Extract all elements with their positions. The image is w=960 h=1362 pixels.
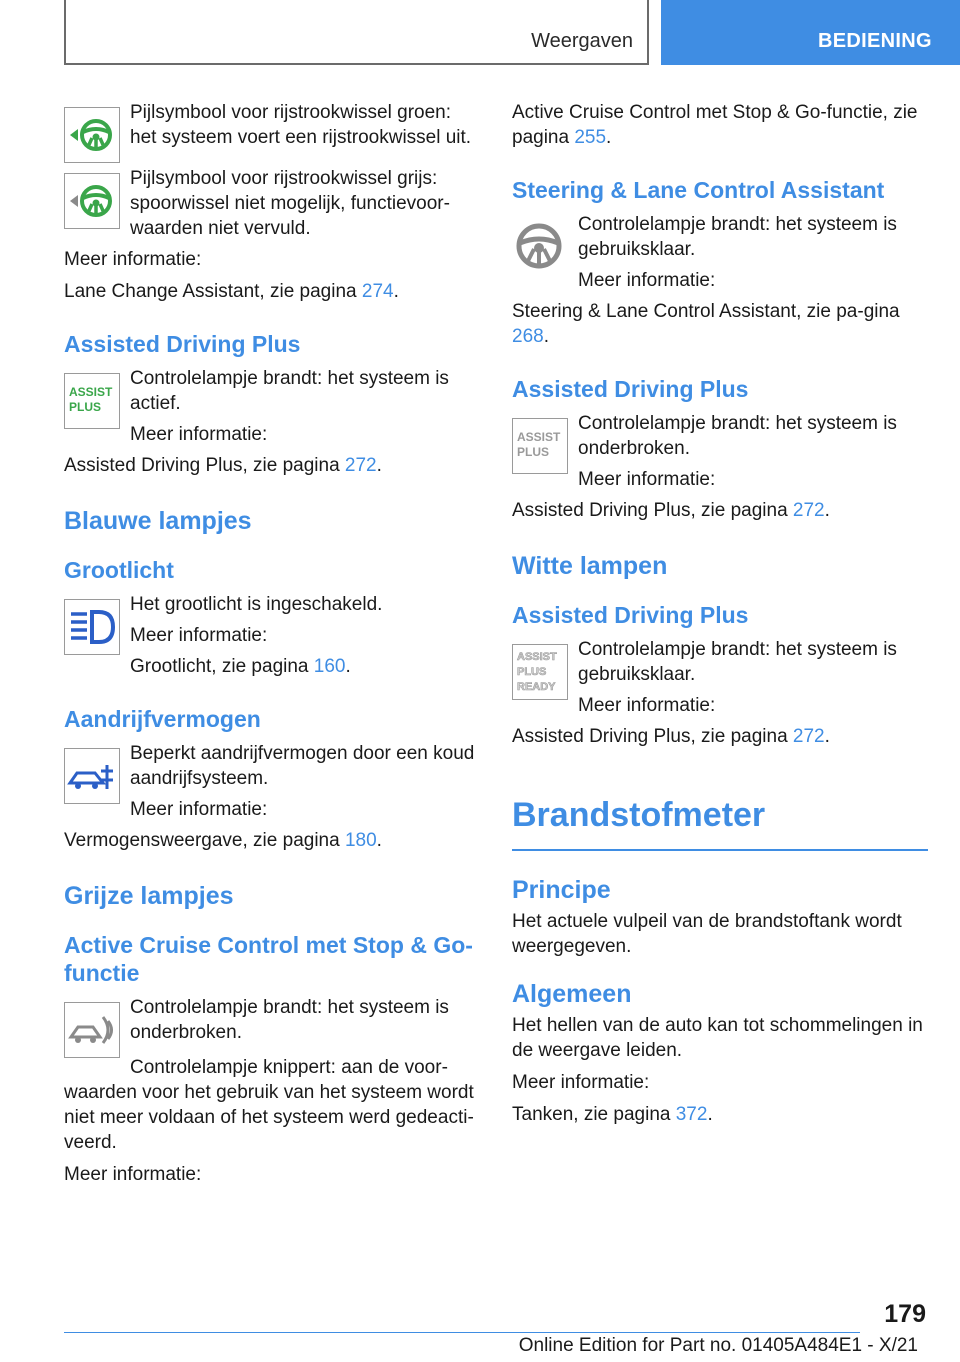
entry-active-cruise-control — [64, 995, 482, 1055]
lane-grey-text: Pijlsymbool voor rijstrookwissel grijs: spoorwissel niet mogelijk, functievoor-waarden niet vervuld. — [130, 168, 450, 239]
header-frame — [64, 0, 649, 65]
assist-plus-ready-icon — [512, 644, 568, 700]
header-tab-label: BEDIENING — [818, 30, 932, 52]
lca-reference: Lane Change Assistant, zie pagina 274. — [64, 281, 399, 302]
assist-line1: ASSIST — [69, 385, 113, 399]
heading-blauwe-lampjes: Blauwe lampjes — [64, 507, 252, 535]
acc-reference: Active Cruise Control met Stop & Go-functie, zie pagina 255. — [512, 102, 918, 148]
adp3-text: Controlelampje brandt: het systeem is gebruiksklaar. — [578, 639, 897, 685]
assist-plus-grey-icon — [512, 418, 568, 474]
adp-text: Controlelampje brandt: het systeem is actief. — [130, 368, 449, 414]
entry-lane-green — [64, 100, 482, 160]
heading-grootlicht: Grootlicht — [64, 557, 174, 583]
plus-grey-line2: PLUS — [517, 445, 550, 459]
assist-ready-line1: ASSIST — [517, 651, 557, 663]
adp2-text: Controlelampje brandt: het systeem is onderbroken. — [578, 413, 897, 459]
heading-grijze-lampjes: Grijze lampjes — [64, 882, 234, 910]
page-number: 179 — [884, 1300, 926, 1328]
page-link-160[interactable]: 160 — [313, 656, 346, 677]
heading-aandrijfvermogen: Aandrijfvermogen — [64, 706, 261, 732]
steering-wheel-icon — [512, 219, 568, 275]
page-link-255[interactable]: 255 — [574, 127, 607, 148]
slca-text: Controlelampje brandt: het systeem is gebruiksklaar. — [578, 214, 897, 260]
grootlicht-ref-text: Grootlicht, zie pagina — [130, 656, 314, 677]
tanken-reference: Tanken, zie pagina 372. — [512, 1104, 713, 1125]
page-link-272-b[interactable]: 272 — [792, 500, 825, 521]
principe-text: Het actuele vulpeil van de brandstoftank wordt weergegeven. — [512, 911, 902, 957]
aandrijf-ref-text: Vermogensweergave, zie pagina — [64, 830, 345, 851]
lane-change-green-icon — [64, 107, 120, 163]
plus-ready-line2: PLUS — [517, 666, 547, 678]
grootlicht-reference: Grootlicht, zie pagina 160. — [130, 656, 351, 677]
slca-ref-text: Steering & Lane Control Assistant, zie pa-gina — [512, 301, 900, 322]
acc-text-1: Controlelampje brandt: het systeem is onderbroken. — [130, 997, 449, 1043]
assist-grey-line1: ASSIST — [517, 430, 561, 444]
heading-witte-lampen: Witte lampen — [512, 552, 668, 580]
page-link-274[interactable]: 274 — [361, 281, 394, 302]
page-link-268[interactable]: 268 — [512, 326, 544, 347]
heading-assisted-driving-plus-white: Assisted Driving Plus — [512, 602, 749, 628]
more-info-label: Meer informatie: — [64, 249, 202, 270]
entry-assisted-driving-plus-white — [512, 637, 928, 718]
slca-reference: Steering & Lane Control Assistant, zie pa-gina 268. — [512, 301, 900, 347]
entry-steering-lane-control — [512, 212, 928, 293]
adp-more: Meer informatie: — [130, 424, 268, 445]
right-column — [512, 100, 928, 1134]
adp2-reference: Assisted Driving Plus, zie pagina 272. — [512, 500, 830, 521]
lane-change-grey-icon — [64, 173, 120, 229]
slca-more: Meer informatie: — [578, 270, 716, 291]
page-link-272[interactable]: 272 — [344, 455, 377, 476]
entry-grootlicht — [64, 592, 482, 679]
grootlicht-text: Het grootlicht is ingeschakeld. — [130, 594, 383, 615]
assist-plus-green-icon — [64, 373, 120, 429]
header-tab-bediening[interactable] — [661, 0, 960, 65]
aandrijf-text: Beperkt aandrijfvermogen door een koud aandrijfsysteem. — [130, 743, 475, 789]
page-link-180[interactable]: 180 — [344, 830, 377, 851]
heading-algemeen: Algemeen — [512, 980, 632, 1008]
entry-lane-grey — [64, 166, 482, 241]
adp3-ref-text: Assisted Driving Plus, zie pagina — [512, 726, 793, 747]
plus-line2: PLUS — [69, 400, 102, 414]
section-title-brandstofmeter: Brandstofmeter — [512, 795, 928, 851]
footer-divider — [64, 1332, 860, 1333]
adp-ref-text: Assisted Driving Plus, zie pagina — [64, 455, 345, 476]
left-column — [64, 100, 482, 1194]
grootlicht-more: Meer informatie: — [130, 625, 268, 646]
heading-active-cruise-control: Active Cruise Control met Stop & Go-functie — [64, 932, 473, 986]
lca-ref-text: Lane Change Assistant, zie pagina — [64, 281, 362, 302]
adp-reference: Assisted Driving Plus, zie pagina 272. — [64, 455, 382, 476]
adp2-ref-text: Assisted Driving Plus, zie pagina — [512, 500, 793, 521]
cruise-control-car-icon — [64, 1002, 120, 1058]
heading-assisted-driving-plus: Assisted Driving Plus — [64, 331, 301, 357]
header-section-label: Weergaven — [531, 30, 633, 52]
entry-assisted-driving-plus-grey — [512, 411, 928, 492]
aandrijf-more: Meer informatie: — [130, 799, 268, 820]
entry-assisted-driving-plus — [64, 366, 482, 447]
page-link-272-c[interactable]: 272 — [792, 726, 825, 747]
aandrijf-reference: Vermogensweergave, zie pagina 180. — [64, 830, 382, 851]
heading-principe: Principe — [512, 876, 611, 904]
adp2-more: Meer informatie: — [578, 469, 716, 490]
acc-text-2: Controlelampje knippert: aan de voor-waarden voor het gebruik van het systeem wordt niet meer voldaan of het systeem werd gedeacti-veerd. — [64, 1057, 474, 1153]
high-beam-icon — [64, 599, 120, 655]
footer-edition: Online Edition for Part no. 01405A484E1 - X/21 — [518, 1335, 918, 1356]
tanken-ref-text: Tanken, zie pagina — [512, 1104, 676, 1125]
entry-aandrijfvermogen — [64, 741, 482, 822]
heading-steering-lane-control: Steering & Lane Control Assistant — [512, 177, 885, 203]
adp3-reference: Assisted Driving Plus, zie pagina 272. — [512, 726, 830, 747]
acc-more: Meer informatie: — [64, 1164, 202, 1185]
heading-assisted-driving-plus-grey: Assisted Driving Plus — [512, 376, 749, 402]
adp3-more: Meer informatie: — [578, 695, 716, 716]
ready-line3: READY — [517, 681, 556, 693]
page-link-372[interactable]: 372 — [675, 1104, 708, 1125]
algemeen-text: Het hellen van de auto kan tot schommelingen in de weergave leiden. — [512, 1015, 923, 1061]
acc-ref-text: Active Cruise Control met Stop & Go-functie, zie pagina — [512, 102, 918, 148]
algemeen-more: Meer informatie: — [512, 1072, 650, 1093]
lane-green-text: Pijlsymbool voor rijstrookwissel groen: het systeem voert een rijstrookwissel uit. — [130, 102, 472, 148]
drive-power-car-icon — [64, 748, 120, 804]
